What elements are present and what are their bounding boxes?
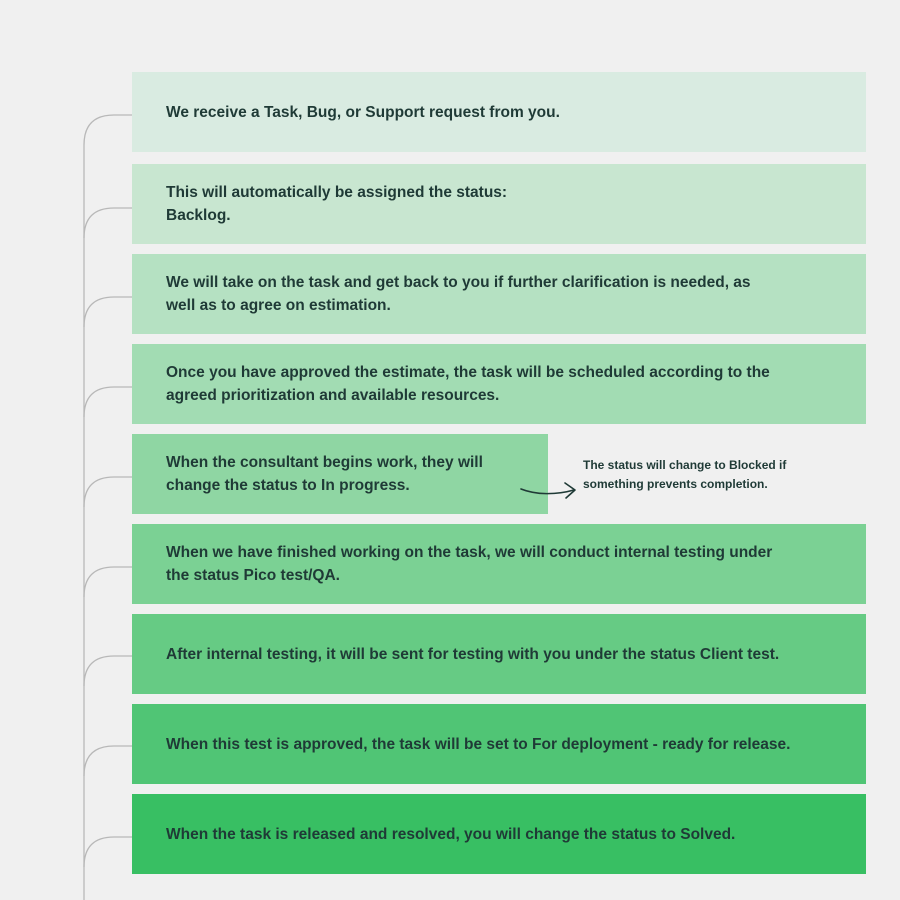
step-4-scheduling [132, 344, 866, 424]
step-5-text: When the consultant begins work, they will change the status to In progress. [166, 454, 483, 494]
connector-elbow-4 [84, 387, 132, 417]
connector-elbow-2 [84, 208, 132, 238]
connector-elbow-6 [84, 567, 132, 597]
step-3-text: We will take on the task and get back to you if further clarification is needed, as well as to agree on estimation. [166, 274, 751, 314]
connector-elbow-8 [84, 746, 132, 776]
connector-elbow-3 [84, 297, 132, 327]
connector-elbow-7 [84, 656, 132, 686]
connector-elbow-1 [84, 115, 132, 145]
step-1-text: We receive a Task, Bug, or Support request from you. [166, 103, 560, 121]
step-4-text: Once you have approved the estimate, the task will be scheduled according to the agreed prioritization and available resources. [166, 364, 770, 404]
step-6-text: When we have finished working on the task, we will conduct internal testing under the status Pico test/QA. [166, 544, 773, 584]
blocked-status-note: The status will change to Blocked if something prevents completion. [583, 458, 787, 491]
step-6-internal-testing [132, 524, 866, 604]
step-1-request-received [132, 72, 866, 152]
step-3-clarification [132, 254, 866, 334]
step-1-notch [154, 152, 178, 164]
step-5-in-progress [132, 434, 548, 514]
step-9-text: When the task is released and resolved, you will change the status to Solved. [166, 825, 736, 843]
step-7-client-test [132, 614, 866, 694]
step-2-backlog [132, 164, 866, 244]
step-9-solved [132, 794, 866, 874]
arrow-right-icon [518, 478, 580, 506]
step-2-text: This will automatically be assigned the status: Backlog. [166, 184, 508, 224]
connector-elbow-9 [84, 837, 132, 867]
connector-elbow-5 [84, 477, 132, 507]
step-7-text: After internal testing, it will be sent for testing with you under the status Client test. [166, 645, 780, 663]
step-8-for-deployment [132, 704, 866, 784]
step-8-text: When this test is approved, the task will be set to For deployment - ready for release. [166, 735, 791, 753]
